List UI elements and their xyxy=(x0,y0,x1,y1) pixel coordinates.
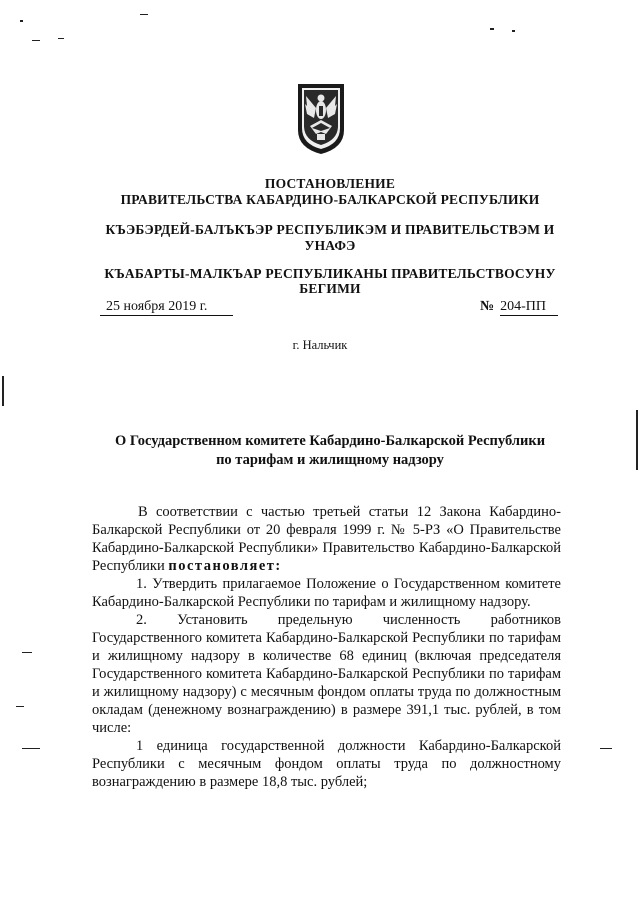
issuer-name-kabardian-line1: КЪЭБЭРДЕЙ-БАЛЪКЪЭР РЕСПУБЛИКЭМ И ПРАВИТЕЛЬСТВЭМ И xyxy=(105,222,555,237)
document-body xyxy=(92,503,561,791)
document-number xyxy=(480,298,567,316)
scan-mark xyxy=(32,40,40,41)
document-date: 25 ноября 2019 г. xyxy=(100,298,233,316)
scan-mark xyxy=(600,748,612,749)
item-2: 2. Установить предельную численность работников Государственного комитета Кабардино-Балкарской Республики по тарифам и жилищному надзору в количестве 68 единиц (включая председателя Государственного комитета Кабардино-Балкарской Республики по тарифам и жилищному надзору) с месячным фондом оплаты труда по должностным окладам (денежному вознаграждению) в размере 391,1 тыс. рублей, в том числе: xyxy=(92,612,561,736)
scan-mark xyxy=(140,14,148,15)
scan-mark xyxy=(22,652,32,653)
preamble-paragraph xyxy=(92,503,561,575)
item-1: 1. Утвердить прилагаемое Положение о Государственном комитете Кабардино-Балкарской Республики по тарифам и жилищному надзору. xyxy=(92,576,561,610)
resolves-word: постановляет: xyxy=(168,558,282,574)
scan-mark xyxy=(512,30,515,32)
document-title xyxy=(80,432,580,470)
item-2-1: 1 единица государственной должности Кабардино-Балкарской Республики с месячным фондом оплаты труда по должностному вознаграждению в размере 18,8 тыс. рублей; xyxy=(92,738,561,790)
title-line1: О Государственном комитете Кабардино-Балкарской Республики xyxy=(114,433,546,449)
scan-mark xyxy=(22,748,40,749)
number-value: 204-ПП xyxy=(500,298,558,316)
issuer-name-ru: ПРАВИТЕЛЬСТВА КАБАРДИНО-БАЛКАРСКОЙ РЕСПУБЛИКИ xyxy=(120,192,540,207)
city: г. Нальчик xyxy=(292,338,348,352)
number-sign: № xyxy=(480,299,495,314)
coat-of-arms-icon xyxy=(296,82,346,156)
issuer-name-balkar-line2: БЕГИМИ xyxy=(299,281,361,296)
scan-mark xyxy=(20,20,23,22)
scan-mark xyxy=(2,376,4,406)
issuer-name-kabardian-line2: УНАФЭ xyxy=(304,238,356,253)
scan-mark xyxy=(58,38,64,39)
document-type: ПОСТАНОВЛЕНИЕ xyxy=(264,176,396,191)
preamble-text: В соответствии с частью третьей статьи 12 Закона Кабардино-Балкарской Республики от 20 февраля 1999 г. № 5-РЗ «О Правительстве Кабардино-Балкарской Республики» Правительство Кабардино-Балкарской Республики xyxy=(92,504,561,574)
title-line2: по тарифам и жилищному надзору xyxy=(216,452,444,468)
scan-mark xyxy=(16,706,24,707)
scan-mark xyxy=(636,410,638,470)
issuer-name-balkar-line1: КЪАБАРТЫ-МАЛКЪАР РЕСПУБЛИКАНЫ ПРАВИТЕЛЬСТВОСУНУ xyxy=(104,266,556,281)
scan-mark xyxy=(490,28,494,30)
